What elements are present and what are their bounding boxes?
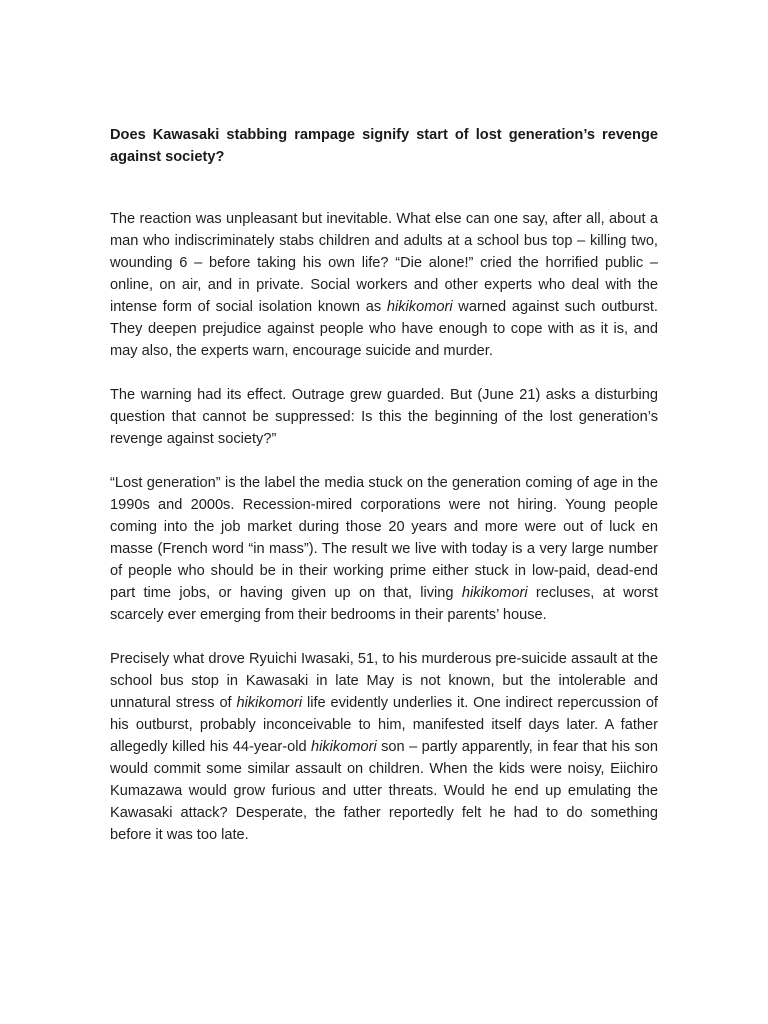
paragraph-1	[110, 208, 658, 362]
paragraph-2	[110, 384, 658, 450]
article-title: Does Kawasaki stabbing rampage signify start of lost generation’s revenge against society?	[110, 127, 658, 165]
italic-term: hikikomori	[386, 299, 453, 315]
paragraph-text: recluses, at worst scarcely ever emerging from their bedrooms in their parents’ house.	[110, 585, 658, 623]
paragraph-text: “Lost generation” is the label the media stuck on the generation coming of age in the 1990s and 2000s. Recession-mired corporations were not hiring. Young people coming into the job market during those 20 years and more were out of luck en masse (French word “in mass”). The result we live with today is a very large number of people who should be in their working prime either stuck in low-paid, dead-end part time jobs, or having given up on that, living	[110, 475, 658, 601]
article	[110, 124, 658, 868]
paragraph-3	[110, 472, 658, 626]
paragraph-text: The reaction was unpleasant but inevitable. What else can one say, after all, about a man who indiscriminately stabs children and adults at a school bus top – killing two, wounding 6 – before taking his own life? “Die alone!” cried the horrified public – online, on air, and in private. Social workers and other experts who deal with the intense form of social isolation known as	[110, 211, 658, 315]
paragraph-text: life evidently underlies it. One indirect repercussion of his outburst, probably inconceivable to him, manifested itself days later. A father allegedly killed his 44-year-old	[110, 695, 658, 755]
italic-term: hikikomori	[236, 695, 303, 711]
paragraph-text: The warning had its effect. Outrage grew guarded. But (June 21) asks a disturbing question that cannot be suppressed: Is this the beginning of the lost generation’s revenge against society?”	[110, 387, 658, 447]
paragraph-4	[110, 648, 658, 846]
paragraph-text: Precisely what drove Ryuichi Iwasaki, 51, to his murderous pre-suicide assault at the school bus stop in Kawasaki in late May is not known, but the intolerable and unnatural stress of	[110, 651, 658, 711]
paragraph-text: son – partly apparently, in fear that his son would commit some similar assault on children. When the kids were noisy, Eiichiro Kumazawa would grow furious and utter threats. Would he end up emulating the Kawasaki attack? Desperate, the father reportedly felt he had to do something before it was too late.	[110, 739, 658, 843]
italic-term: hikikomori	[311, 739, 377, 755]
article-body	[110, 208, 658, 846]
italic-term: hikikomori	[461, 585, 528, 601]
paragraph-text: warned against such outburst. They deepen prejudice against people who have enough to cope with as it is, and may also, the experts warn, encourage suicide and murder.	[110, 299, 658, 359]
